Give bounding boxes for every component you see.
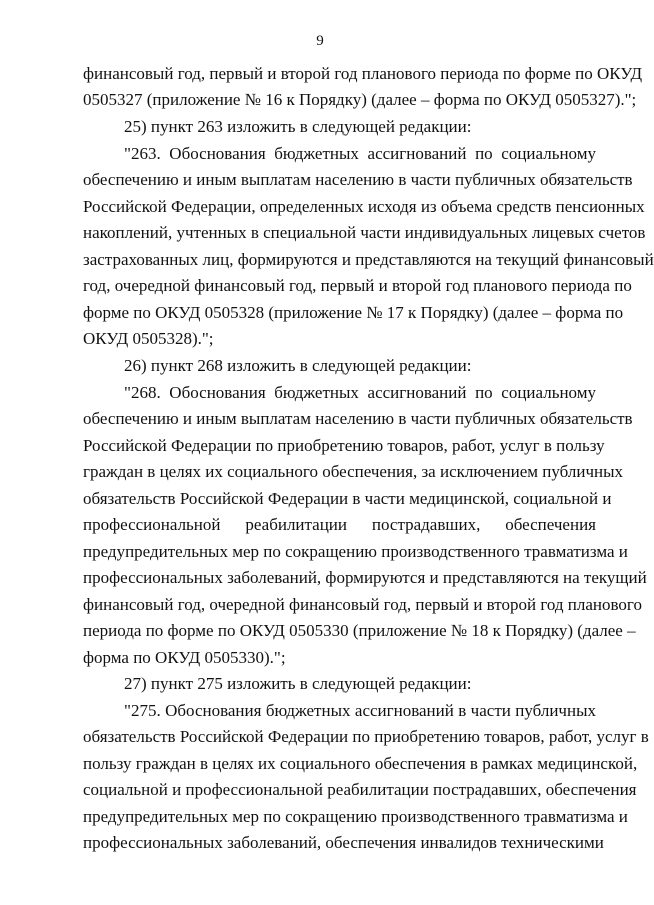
text-line: обязательств Российской Федерации по приобретению товаров, работ, услуг в bbox=[83, 727, 649, 746]
text-line: обеспечению и иным выплатам населению в части публичных обязательств bbox=[83, 170, 633, 189]
text-line: обязательств Российской Федерации в части медицинской, социальной и bbox=[83, 489, 612, 508]
text-line: обеспечению и иным выплатам населению в части публичных обязательств bbox=[83, 409, 633, 428]
text-line: профессиональных заболеваний, обеспечения инвалидов техническими bbox=[83, 833, 604, 852]
text-line: предупредительных мер по сокращению производственного травматизма и bbox=[83, 542, 628, 561]
text-line: социальной и профессиональной реабилитации пострадавших, обеспечения bbox=[83, 780, 637, 799]
text-line: застрахованных лиц, формируются и представляются на текущий финансовый bbox=[83, 250, 654, 269]
text-line: пользу граждан в целях их социального обеспечения в рамках медицинской, bbox=[83, 754, 638, 773]
text-line: финансовый год, очередной финансовый год, первый и второй год планового bbox=[83, 595, 642, 614]
paragraph-start: "268. Обоснования бюджетных ассигнований по социальному bbox=[124, 383, 596, 402]
text-line: предупредительных мер по сокращению производственного травматизма и bbox=[83, 807, 628, 826]
text-line: Российской Федерации, определенных исходя из объема средств пенсионных bbox=[83, 197, 645, 216]
text-line: профессиональной реабилитации пострадавших, обеспечения bbox=[83, 515, 596, 534]
text-line: периода по форме по ОКУД 0505330 (приложение № 18 к Порядку) (далее – bbox=[83, 621, 636, 640]
paragraph-start: "275. Обоснования бюджетных ассигнований в части публичных bbox=[124, 701, 596, 720]
text-line: ОКУД 0505328)."; bbox=[83, 329, 214, 348]
text-line: граждан в целях их социального обеспечения, за исключением публичных bbox=[83, 462, 624, 481]
page-number: 9 bbox=[316, 33, 324, 49]
text-line: финансовый год, первый и второй год планового периода по форме по ОКУД bbox=[83, 64, 643, 83]
text-line: Российской Федерации по приобретению товаров, работ, услуг в пользу bbox=[83, 436, 605, 455]
paragraph-start: "263. Обоснования бюджетных ассигнований по социальному bbox=[124, 144, 596, 163]
list-item-heading: 25) пункт 263 изложить в следующей редакции: bbox=[124, 117, 472, 136]
text-line: год, очередной финансовый год, первый и второй год планового периода по bbox=[83, 276, 632, 295]
list-item-heading: 26) пункт 268 изложить в следующей редакции: bbox=[124, 356, 472, 375]
text-line: накоплений, учтенных в специальной части индивидуальных лицевых счетов bbox=[83, 223, 646, 242]
text-line: 0505327 (приложение № 16 к Порядку) (далее – форма по ОКУД 0505327)."; bbox=[83, 90, 637, 109]
text-line: форме по ОКУД 0505328 (приложение № 17 к Порядку) (далее – форма по bbox=[83, 303, 624, 322]
text-line: форма по ОКУД 0505330)."; bbox=[83, 648, 286, 667]
text-line: профессиональных заболеваний, формируются и представляются на текущий bbox=[83, 568, 647, 587]
list-item-heading: 27) пункт 275 изложить в следующей редакции: bbox=[124, 674, 472, 693]
